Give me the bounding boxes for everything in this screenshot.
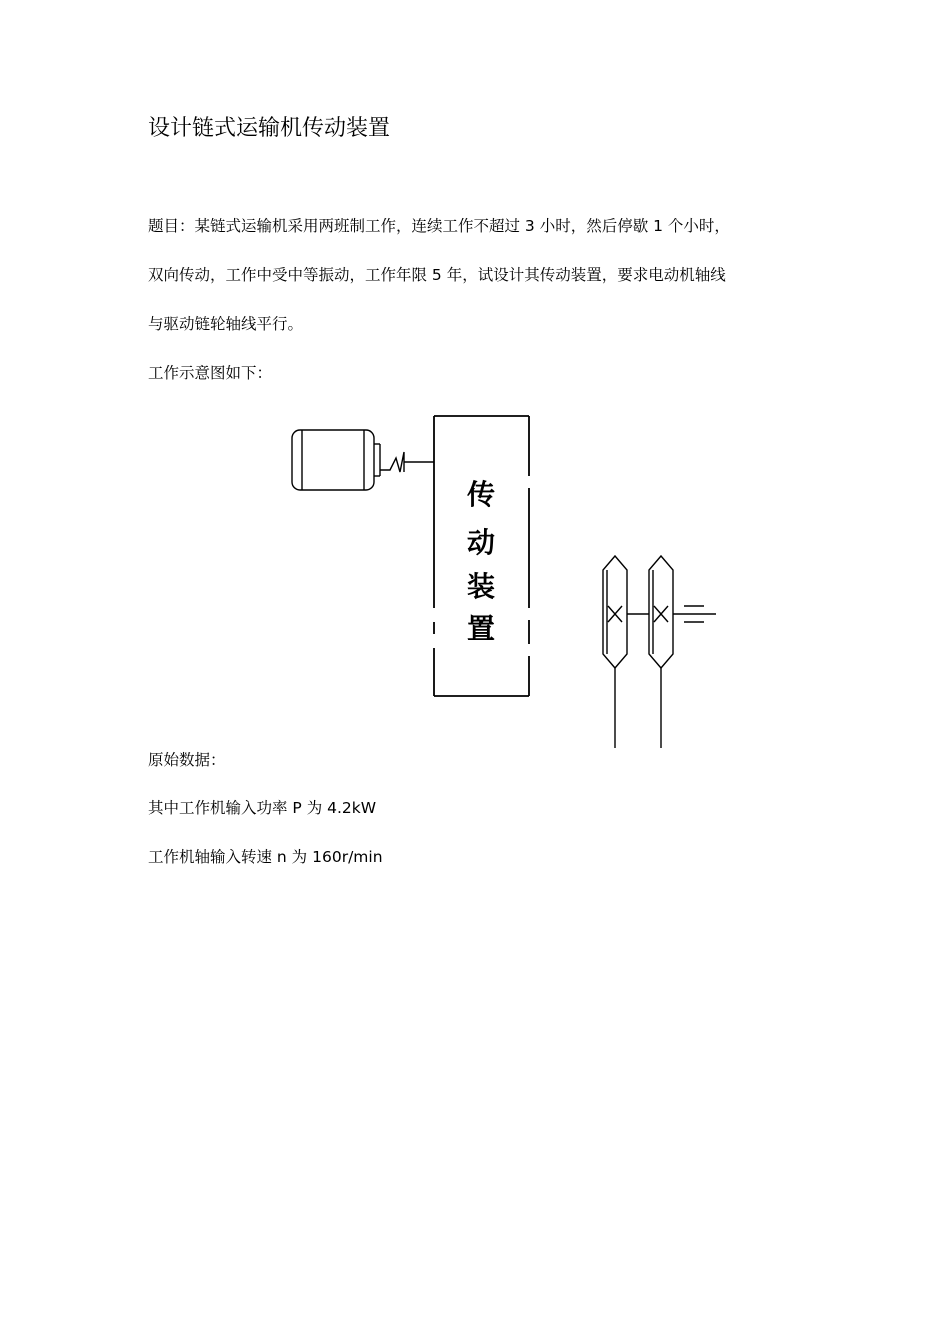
- problem-text-line-3: 与驱动链轮轴线平行。: [148, 315, 304, 333]
- raw-data-heading: 原始数据：: [148, 751, 226, 769]
- box-label-char-3: 装: [466, 570, 496, 603]
- motor-icon: [292, 430, 380, 490]
- box-label-char-4: 置: [466, 612, 496, 645]
- speed-spec-line: 工作机轴输入转速 n 为 160r/min: [148, 848, 383, 866]
- problem-text-line-2: 双向传动，工作中受中等振动，工作年限 5 年，试设计其传动装置，要求电动机轴线: [148, 266, 726, 284]
- work-schematic-diagram: [280, 410, 730, 755]
- drive-shaft-icon: [627, 606, 716, 622]
- box-label-char-2: 动: [466, 526, 496, 559]
- document-title: 设计链式运输机传动装置: [148, 116, 391, 141]
- coupling-icon: [380, 452, 434, 472]
- schematic-svg: [280, 410, 730, 755]
- diagram-intro-text: 工作示意图如下：: [148, 364, 273, 382]
- box-label-char-1: 传: [466, 478, 496, 511]
- sprocket-right-icon: [649, 556, 673, 748]
- power-spec-line: 其中工作机输入功率 P 为 4.2kW: [148, 799, 377, 817]
- sprocket-left-icon: [603, 556, 627, 748]
- problem-text-line-1: 题目：某链式运输机采用两班制工作，连续工作不超过 3 小时，然后停歇 1 个小时，: [148, 217, 730, 235]
